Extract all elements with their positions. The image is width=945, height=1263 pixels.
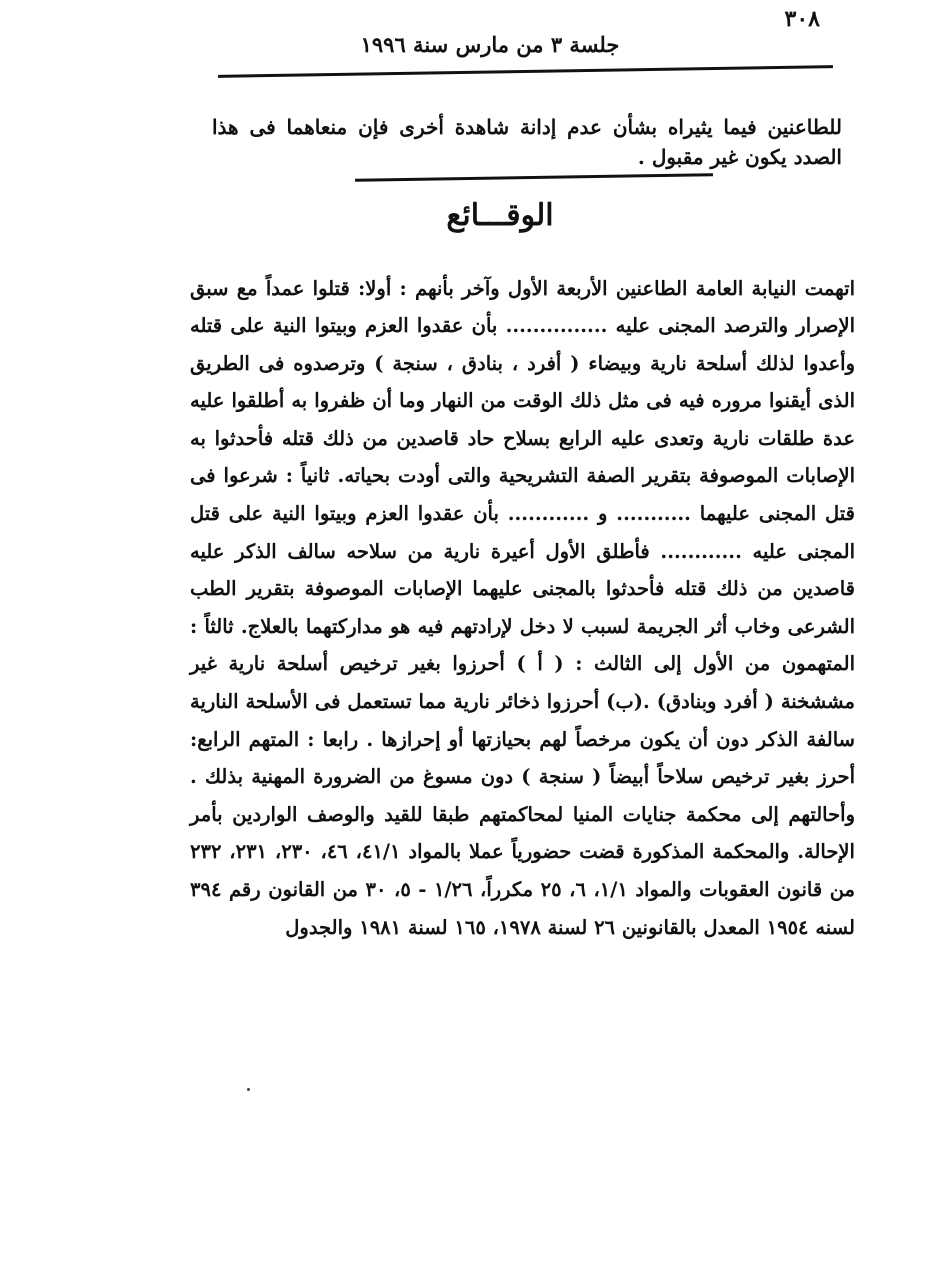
section-divider <box>355 173 713 182</box>
section-title: الوقـــائع <box>446 198 554 233</box>
page-number: ٣٠٨ <box>784 6 820 32</box>
header-divider <box>218 65 833 78</box>
scan-speck <box>247 1088 250 1091</box>
session-date-header: جلسة ٣ من مارس سنة ١٩٩٦ <box>360 32 620 57</box>
intro-paragraph: للطاعنين فيما يثيراه بشأن عدم إدانة شاهدة أخرى فإن منعاهما فى هذا الصدد يكون غير مقبول . <box>212 115 842 169</box>
facts-paragraph: اتهمت النيابة العامة الطاعنين الأربعة الأول وآخر بأنهم : أولا: قتلوا عمداً مع سبق الإصرار والترصد المجنى عليه ............... بأن عقدوا العزم وبيتوا النية على قتله وأعدوا لذلك أسلحة نارية وبيضاء ( أفرد ، بنادق ، سنجة ) وترصدوه فى الطريق الذى أيقنوا مروره فيه فى مثل ذلك الوقت من النهار وما أن ظفروا به أطلقوا عليه عدة طلقات نارية وتعدى عليه الرابع بسلاح حاد قاصدين من ذلك قتله فأحدثوا به الإصابات الموصوفة بتقرير الصفة التشريحية والتى أودت بحياته. ثانياً : شرعوا فى قتل المجنى عليهما ........... و ............ بأن عقدوا العزم وبيتوا النية على قتل المجنى عليه ............ فأطلق الأول أعيرة نارية من سلاحه سالف الذكر عليه قاصدين من ذلك قتله فأحدثوا بالمجنى عليهما الإصابات الموصوفة بتقرير الطب الشرعى وخاب أثر الجريمة لسبب لا دخل لإرادتهم فيه هو مداركتهما بالعلاج. ثالثاً : المتهمون من الأول إلى الثالث : ( أ ) أحرزوا بغير ترخيص أسلحة نارية غير مششخنة ( أفرد وبنادق) .(ب) أحرزوا ذخائر نارية مما تستعمل فى الأسلحة النارية سالفة الذكر دون أن يكون مرخصاً لهم بحيازتها أو إحرازها . رابعا : المتهم الرابع: أحرز بغير ترخيص سلاحاً أبيضاً ( سنجة ) دون مسوغ من الضرورة المهنية بذلك . وأحالتهم إلى محكمة جنايات المنيا لمحاكمتهم طبقا للقيد والوصف الواردين بأمر الإحالة. والمحكمة المذكورة قضت حضورياً عملا بالمواد ٤١/١، ٤٦، ٢٣٠، ٢٣١، ٢٣٢ من قانون العقوبات والمواد ١/١، ٦، ٢٥ مكرراً، ١/٢٦ - ٥، ٣٠ من القانون رقم ٣٩٤ لسنه ١٩٥٤ المعدل بالقانونين ٢٦ لسنة ١٩٧٨، ١٦٥ لسنة ١٩٨١ والجدول <box>190 276 855 939</box>
